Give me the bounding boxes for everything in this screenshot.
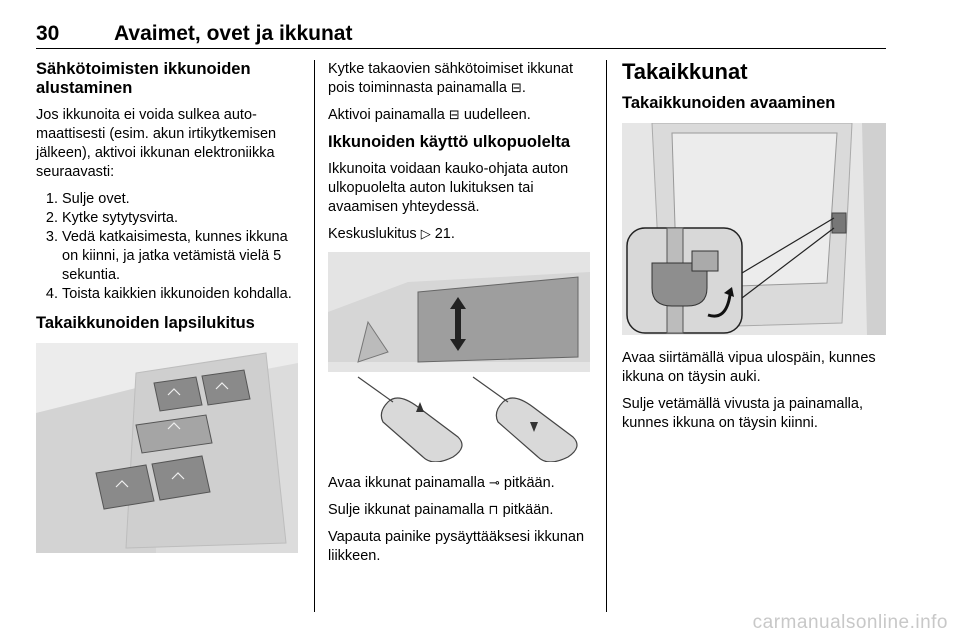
- column-divider: [314, 60, 315, 612]
- child-lock-paragraph: Kytke takaovien sähkötoimiset ikkunat pois toiminnasta painamalla ⊟.: [328, 61, 574, 96]
- section-heading-rear-windows: Takaikkunat: [622, 59, 748, 84]
- subheading-opening-rear-windows: Takaikkunoiden avaaminen: [622, 94, 836, 112]
- close-windows-paragraph: Sulje ikkunat painamalla ⊓ pitkään.: [328, 502, 554, 518]
- page-number: 30: [36, 22, 60, 45]
- column-divider: [606, 60, 607, 612]
- child-lock-icon: ⊟: [510, 81, 522, 96]
- section-heading-child-lock: Takaikkunoiden lapsilukitus: [36, 314, 255, 332]
- chapter-title: Avaimet, ovet ja ikkunat: [114, 22, 353, 45]
- page-header: [36, 18, 886, 49]
- column-left: [36, 60, 300, 553]
- open-rear-window-paragraph: Avaa siirtämällä vipua ulospäin, kunnes ikkuna on täysin auki.: [622, 350, 876, 385]
- central-lock-reference: Keskuslukitus ▷ 21.: [328, 226, 455, 242]
- column-right: [622, 60, 888, 441]
- section-heading-remote-windows: Ikkunoiden käyttö ulkopuolelta: [328, 133, 571, 151]
- close-rear-window-paragraph: Sulje vetämällä vivusta ja painamalla, kunnes ikkuna on täysin kiinni.: [622, 396, 863, 431]
- section-heading-window-init: Sähkötoimisten ikkunoiden alustaminen: [36, 60, 251, 97]
- steps-list: [36, 190, 300, 304]
- step-item: 2. Kytke sytytysvirta.: [62, 209, 300, 228]
- intro-paragraph: Jos ikkunoita ei voida sulkea automaattisesti (esim. akun irtikytkemisen jälkeen), aktivoi ikkunan elektroniikka seuraavasti:: [36, 107, 277, 180]
- step-item: 3. Vedä katkaisimesta, kunnes ikkuna on kiinni, ja jatka vetämistä vielä 5 sekuntia.: [62, 228, 300, 285]
- remote-paragraph: Ikkunoita voidaan kauko-ohjata auton ulkopuolelta auton lukituksen tai avaamisen yhteydessä.: [328, 161, 569, 215]
- open-windows-paragraph: Avaa ikkunat painamalla ⊸ pitkään.: [328, 475, 555, 491]
- unlock-key-icon: ⊸: [488, 476, 500, 491]
- remote-key-illustration: [328, 252, 590, 462]
- page-reference-icon: ▷: [420, 227, 431, 242]
- step-item: 4. Toista kaikkien ikkunoiden kohdalla.: [62, 285, 300, 304]
- window-switches-illustration: [36, 343, 298, 553]
- watermark: carmanualsonline.info: [752, 612, 948, 633]
- release-button-paragraph: Vapauta painike pysäyttääksesi ikkunan liikkeen.: [328, 529, 585, 564]
- step-item: 1. Sulje ovet.: [62, 190, 300, 209]
- column-middle: [328, 60, 592, 574]
- reactivate-paragraph: Aktivoi painamalla ⊟ uudelleen.: [328, 107, 531, 123]
- child-lock-icon: ⊟: [448, 108, 460, 123]
- lock-icon: ⊓: [488, 503, 499, 518]
- rear-window-latch-illustration: [622, 123, 886, 335]
